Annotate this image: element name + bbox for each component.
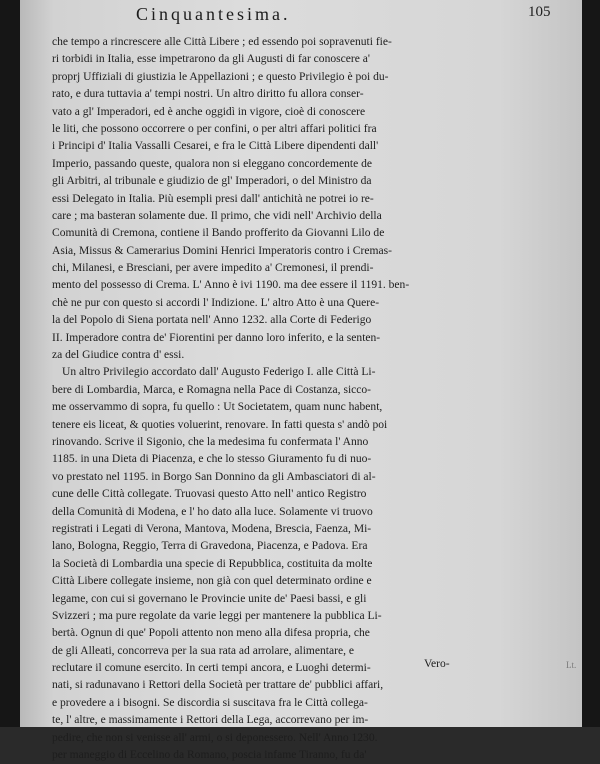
text-line: chè ne pur con questo si accordi l' Indizione. L' altro Atto è una Quere- xyxy=(52,296,380,309)
text-line: lano, Bologna, Reggio, Terra di Gravedona, Piacenza, e Padova. Era xyxy=(52,540,368,553)
text-line: bere di Lombardia, Marca, e Romagna nella Pace di Costanza, sicco- xyxy=(52,383,372,396)
text-line: nati, si radunavano i Rettori della Società per trattare de' pubblici affari, xyxy=(52,679,384,692)
text-line: ri torbidi in Italia, esse impetrarono da gli Augusti di far conoscere a' xyxy=(52,53,370,66)
book-page xyxy=(20,0,582,762)
text-line: e provedere a i bisogni. Se discordia si suscitava fra le Città collega- xyxy=(52,696,368,709)
text-line: tenere eis liceat, & quoties voluerint, renovare. In fatti questa s' andò poi xyxy=(52,418,388,431)
catchword: Vero- xyxy=(424,658,450,670)
text-line: legame, con cui si governano le Provincie unite de' Paesi bassi, e gli xyxy=(52,592,367,605)
text-line: pedire, che non si venisse all' armi, o si deponessero. Nell' Anno 1230. xyxy=(52,731,378,744)
text-line: gli Arbitri, al tribunale e giudizio de gl' Imperadori, o del Ministro da xyxy=(52,175,372,188)
text-line: rinovando. Scrive il Sigonio, che la medesima fu confermata l' Anno xyxy=(52,435,369,448)
text-line: de gli Alleati, concorreva per la sua rata ad arrolare, alimentare, e xyxy=(52,644,354,657)
page-number: 105 xyxy=(528,4,551,20)
pencil-note: Lt. xyxy=(566,660,577,670)
text-line: reclutare il comune esercito. In certi tempi ancora, e Luoghi determi- xyxy=(52,662,371,675)
text-line: vato a gl' Imperadori, ed è anche oggidì in vigore, cioè di conoscere xyxy=(52,105,366,118)
body-text xyxy=(52,34,482,764)
text-line: me osservammo di sopra, fu quello : Ut Societatem, quam nunc habent, xyxy=(52,401,383,414)
text-line: bertà. Ognun di que' Popoli attento non meno alla difesa propria, che xyxy=(52,627,370,640)
text-line: za del Giudice contra d' essi. xyxy=(52,349,185,362)
text-line: Imperio, passando queste, qualora non si eleggano concordemente de xyxy=(52,157,372,170)
text-line: essi Delegato in Italia. Più esempli presi dall' antichità ne potrei io re- xyxy=(52,192,374,205)
text-line: per maneggio di Eccelino da Romano, poscia infame Tiranno, fu da' xyxy=(52,749,367,762)
text-line: i Principi d' Italia Vassalli Cesarei, e fra le Città Libere dipendenti dall' xyxy=(52,140,379,153)
text-line: te, l' altre, e massimamente i Rettori della Lega, accorrevano per im- xyxy=(52,714,369,727)
text-line: proprj Uffiziali di giustizia le Appellazioni ; e questo Privilegio è poi du- xyxy=(52,70,389,83)
text-line: II. Imperadore contra de' Fiorentini per danno loro inferito, e la senten- xyxy=(52,331,381,344)
text-line: la Società di Lombardia una specie di Repubblica, costituita da molte xyxy=(52,557,373,570)
text-line: chi, Milanesi, e Bresciani, per avere impedito a' Cremonesi, il prendi- xyxy=(52,262,374,275)
text-line: Città Libere collegate insieme, non già con quel determinato ordine e xyxy=(52,575,372,588)
text-line: 1185. in una Dieta di Piacenza, e che lo stesso Giuramento fu di nuo- xyxy=(52,453,372,466)
text-line: vo prestato nel 1195. in Borgo San Donnino da gli Ambasciatori di al- xyxy=(52,470,376,483)
running-title: Cinquantesima. xyxy=(136,4,291,24)
text-line: rato, e dura tuttavia a' tempi nostri. Un altro diritto fu allora conser- xyxy=(52,88,364,101)
text-line: che tempo a rincrescere alle Città Libere ; ed essendo poi sopravenuti fie- xyxy=(52,36,392,48)
paragraph-start-line: Un altro Privilegio accordato dall' Augusto Federigo I. alle Città Li- xyxy=(62,366,376,379)
text-line: mento del possesso di Crema. L' Anno è ivi 1190. ma dee essere il 1191. ben- xyxy=(52,279,410,292)
text-line: la del Popolo di Siena portata nell' Anno 1232. alla Corte di Federigo xyxy=(52,314,372,327)
text-line: registrati i Legati di Verona, Mantova, Modena, Brescia, Faenza, Mi- xyxy=(52,522,372,535)
text-line: cune delle Città collegate. Truovasi questo Atto nell' antico Registro xyxy=(52,488,367,501)
text-line: Asia, Missus & Camerarius Domini Henrici Imperatoris contro i Cremas- xyxy=(52,244,392,257)
text-line: care ; ma basteran solamente due. Il primo, che vidi nell' Archivio della xyxy=(52,209,382,222)
page-header xyxy=(20,4,582,28)
text-line: della Comunità di Modena, e l' ho dato alla luce. Solamente vi truovo xyxy=(52,505,373,518)
text-line: Comunità di Cremona, contiene il Bando profferito da Giovanni Lilo de xyxy=(52,227,385,240)
text-line: le liti, che possono occorrere o per confini, o per altri affari politici fra xyxy=(52,122,377,135)
text-line: Svizzeri ; ma pure regolate da varie leggi per mantenere la pubblica Li- xyxy=(52,609,382,622)
